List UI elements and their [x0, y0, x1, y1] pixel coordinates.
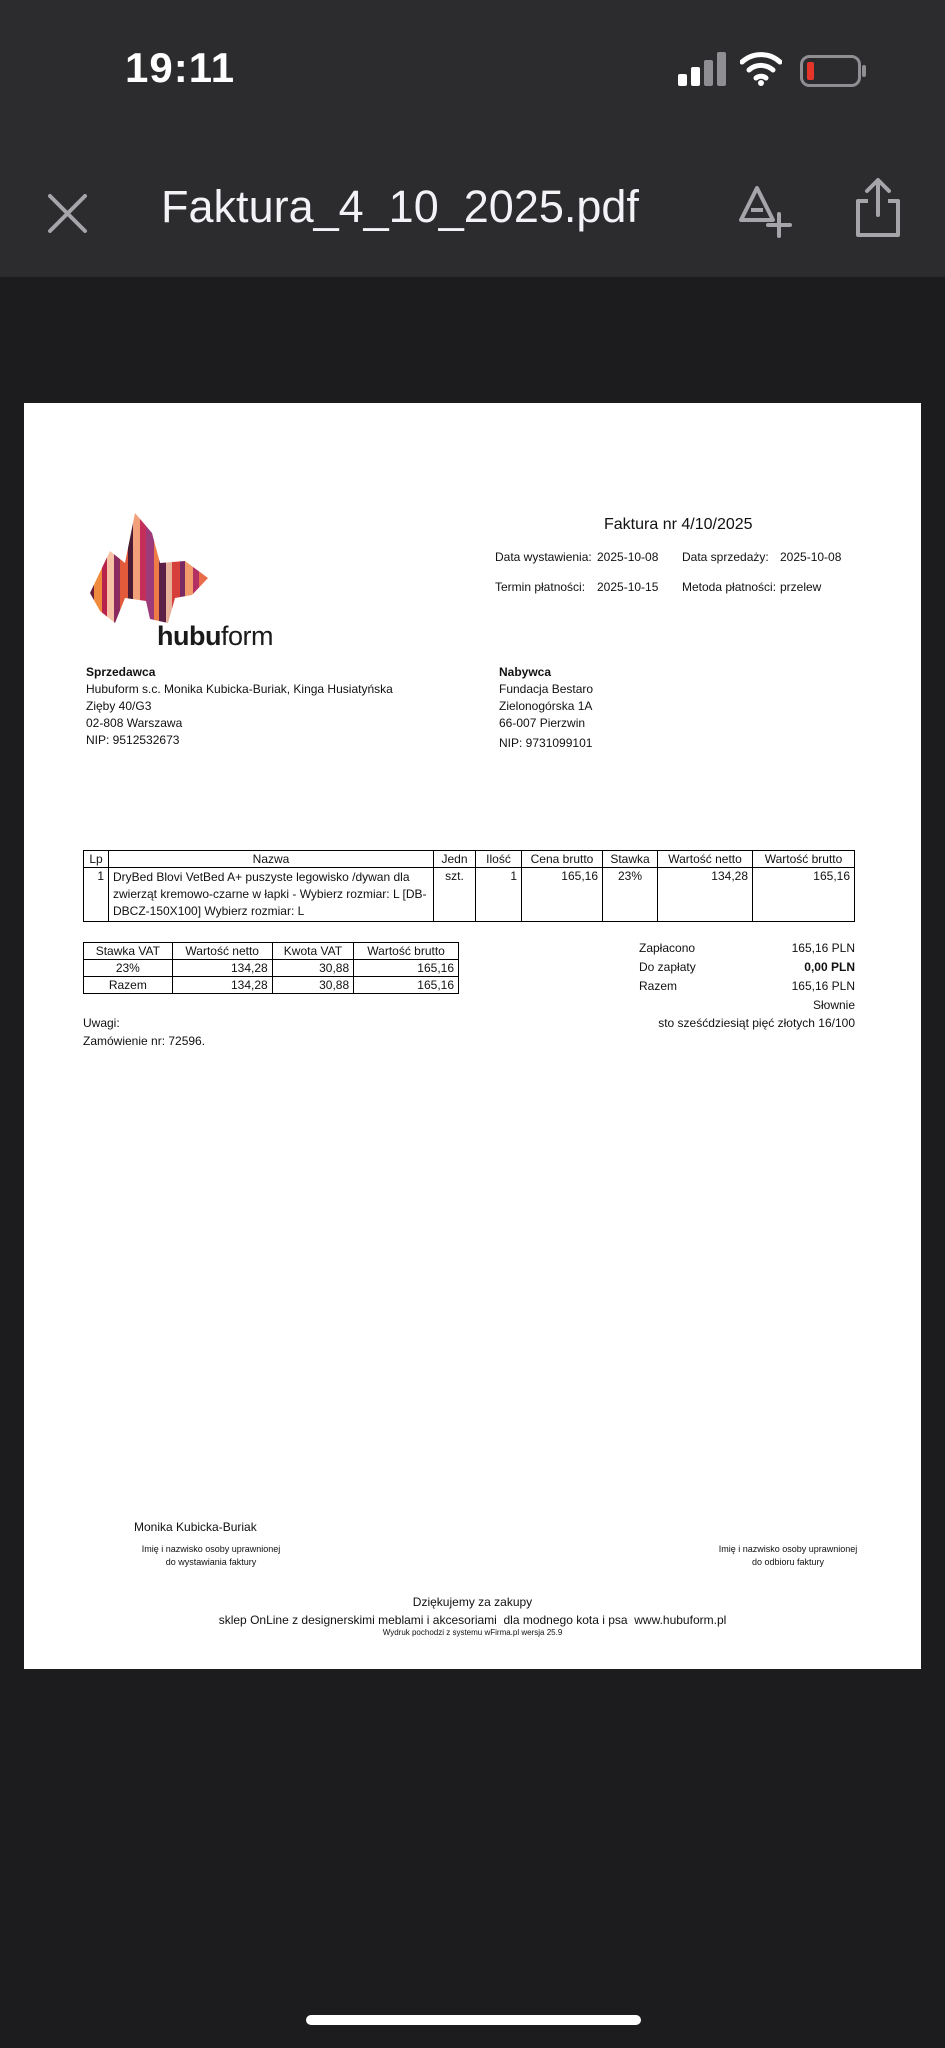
- in-words-label: Słownie: [812, 998, 855, 1012]
- seller-line: Hubuform s.c. Monika Kubicka-Buriak, Kinga Husiatyńska: [86, 682, 393, 696]
- col-header: Stawka: [603, 851, 658, 868]
- issuer-caption: [111, 1543, 311, 1569]
- table-row: [84, 977, 459, 994]
- total-label: Razem: [639, 979, 678, 993]
- cell: 30,88: [272, 977, 353, 994]
- notes-label: Uwagi:: [83, 1016, 120, 1030]
- due-date: 2025-10-15: [597, 580, 659, 594]
- vat-header-row: [84, 943, 459, 960]
- wifi-icon: [740, 50, 782, 86]
- total-value: 165,16 PLN: [791, 979, 855, 993]
- due-label: Do zapłaty: [639, 960, 696, 974]
- invoice-title: Faktura nr 4/10/2025: [604, 516, 753, 533]
- cell: 1: [476, 868, 522, 922]
- cell: DryBed Blovi VetBed A+ puszyste legowisko /dywan dla zwierząt kremowo-czarne w łapki - Wybierz rozmiar: L [DB-DBCZ-150X100] Wybierz rozmiar: L: [109, 868, 434, 922]
- share-icon[interactable]: [852, 177, 904, 239]
- cellular-signal-icon: [678, 52, 726, 86]
- col-header: Wartość netto: [172, 943, 272, 960]
- cell: Razem: [84, 977, 173, 994]
- buyer-line: 66-007 Pierzwin: [499, 716, 586, 730]
- cell: szt.: [434, 868, 476, 922]
- notes-text: Zamówienie nr: 72596.: [83, 1034, 206, 1048]
- document-title: Faktura_4_10_2025.pdf: [161, 181, 639, 232]
- cell: 165,16: [354, 977, 459, 994]
- cell: 23%: [603, 868, 658, 922]
- buyer-line: Fundacja Bestaro: [499, 682, 594, 696]
- cell: 134,28: [658, 868, 753, 922]
- caption-line: do wystawiania faktury: [165, 1557, 257, 1567]
- thanks-text: Dziękujemy za zakupy: [412, 1595, 533, 1609]
- table-row: [84, 960, 459, 977]
- shop-footer: sklep OnLine z designerskimi meblami i akcesoriami dla modnego kota i psa www.hubuform.pl: [218, 1613, 727, 1627]
- issue-date-label: Data wystawienia:: [495, 550, 592, 564]
- amount-in-words: sto sześćdziesiąt pięć złotych 16/100: [658, 1016, 855, 1030]
- cell: 134,28: [172, 977, 272, 994]
- vat-summary-table: [83, 942, 459, 994]
- payment-method-label: Metoda płatności:: [682, 580, 777, 594]
- logo-text: hubuform: [157, 621, 273, 651]
- seller-line: 02-808 Warszawa: [86, 716, 183, 730]
- col-header: Stawka VAT: [84, 943, 173, 960]
- col-header: Wartość brutto: [753, 851, 855, 868]
- seller-line: NIP: 9512532673: [86, 733, 180, 747]
- issuer-name: Monika Kubicka-Buriak: [134, 1520, 257, 1534]
- items-header-row: [84, 851, 855, 868]
- pdf-page[interactable]: [24, 403, 921, 1669]
- sale-date: 2025-10-08: [780, 550, 842, 564]
- paid-value: 165,16 PLN: [791, 941, 855, 955]
- cell: 165,16: [522, 868, 603, 922]
- printout-note: Wydruk pochodzi z systemu wFirma.pl wersja 25.9: [382, 1628, 563, 1637]
- col-header: Kwota VAT: [272, 943, 353, 960]
- payment-method: przelew: [780, 580, 822, 594]
- seller-line: Zięby 40/G3: [86, 699, 152, 713]
- cell: 1: [84, 868, 109, 922]
- col-header: Cena brutto: [522, 851, 603, 868]
- cell: 165,16: [753, 868, 855, 922]
- col-header: Wartość brutto: [354, 943, 459, 960]
- col-header: Nazwa: [109, 851, 434, 868]
- caption-line: Imię i nazwisko osoby uprawnionej: [141, 1544, 281, 1554]
- cell: 23%: [84, 960, 173, 977]
- col-header: Wartość netto: [658, 851, 753, 868]
- table-row: [84, 868, 855, 922]
- buyer-line: NIP: 9731099101: [499, 736, 593, 750]
- issue-date: 2025-10-08: [597, 550, 659, 564]
- cell: 30,88: [272, 960, 353, 977]
- col-header: Lp: [84, 851, 109, 868]
- due-value: 0,00 PLN: [804, 960, 855, 974]
- seller-heading: Sprzedawca: [86, 665, 156, 679]
- sale-date-label: Data sprzedaży:: [682, 550, 769, 564]
- cell: 165,16: [354, 960, 459, 977]
- col-header: Jedn: [434, 851, 476, 868]
- receiver-caption: [688, 1543, 888, 1569]
- status-time: 19:11: [125, 44, 236, 91]
- items-table: [83, 850, 855, 922]
- battery-low-icon: [800, 55, 868, 87]
- buyer-heading: Nabywca: [499, 665, 552, 679]
- caption-line: Imię i nazwisko osoby uprawnionej: [718, 1544, 858, 1554]
- caption-line: do odbioru faktury: [751, 1557, 825, 1567]
- cell: 134,28: [172, 960, 272, 977]
- markup-add-icon[interactable]: [733, 180, 799, 240]
- due-date-label: Termin płatności:: [495, 580, 586, 594]
- paid-label: Zapłacono: [639, 941, 696, 955]
- col-header: Ilość: [476, 851, 522, 868]
- close-icon[interactable]: [40, 186, 95, 241]
- buyer-line: Zielonogórska 1A: [499, 699, 593, 713]
- home-indicator[interactable]: [306, 2015, 641, 2025]
